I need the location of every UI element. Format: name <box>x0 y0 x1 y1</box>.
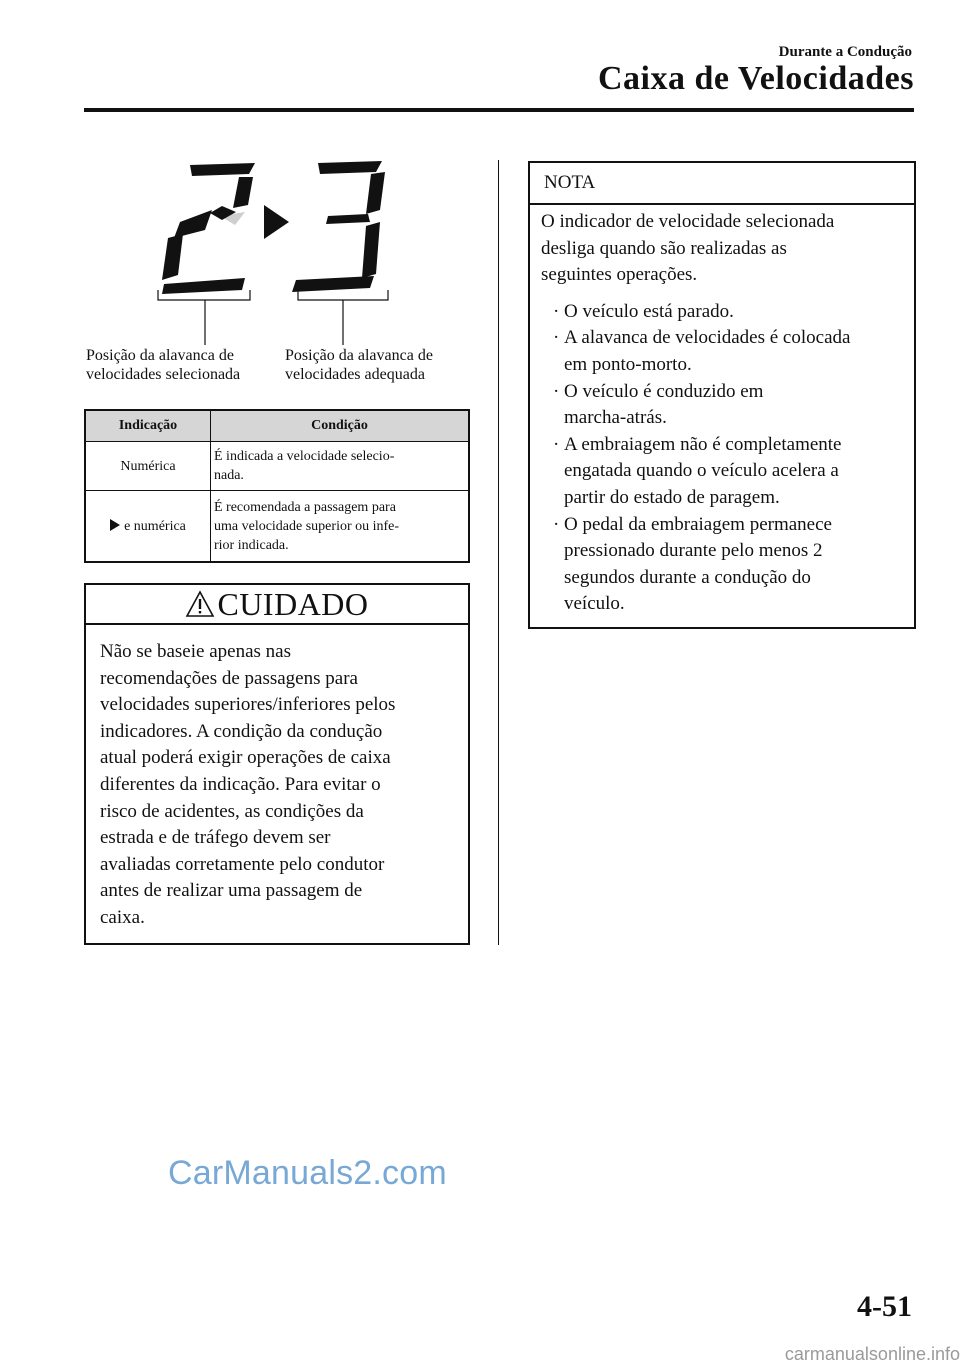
header-rule <box>84 108 914 112</box>
list-item: · O veículo está parado. <box>553 300 734 322</box>
list-item: · A alavanca de velocidades é colocada em ponto-morto. <box>553 327 851 375</box>
note-title: NOTA <box>544 172 596 193</box>
watermark: CarManuals2.com <box>168 1154 447 1192</box>
list-item: · O veículo é conduzido em marcha-atrás. <box>553 380 764 429</box>
note-intro: O indicador de velocidade selecionada desliga quando são realizadas as seguintes operações. <box>541 211 835 286</box>
note-body <box>530 205 914 618</box>
column-divider <box>498 160 499 945</box>
caution-box <box>84 583 470 945</box>
column-header-indication: Indicação <box>85 410 211 442</box>
condition-cell: É indicada a velocidade selecio- nada. <box>211 442 470 491</box>
caution-text: Não se baseie apenas nas recomendações de passagens para velocidades superiores/inferiores pelos indicadores. A condição da condução atual poderá exigir operações de caixa diferentes da indicação. Para evitar o risco de acidentes, as condições da estrada e de tráfego devem ser avaliadas corretamente pelo condutor antes de realizar uma passagem de caixa. <box>100 641 396 928</box>
list-item: · O pedal da embraiagem permanece pressionado durante pelo menos 2 segundos durante a condução do veículo. <box>553 513 832 615</box>
current-gear-digit <box>150 150 255 294</box>
list-item: · A embraiagem não é completamente engatada quando o veículo acelera a partir do estado de paragem. <box>553 433 842 508</box>
table-row <box>85 491 469 563</box>
note-box <box>528 161 916 629</box>
caution-title: CUIDADO <box>217 585 369 622</box>
caption-selected-position: Posição da alavanca de velocidades selecionada <box>86 347 241 383</box>
caution-header <box>86 585 468 625</box>
caption-suggested-position: Posição da alavanca de velocidades adequada <box>285 347 433 383</box>
page-number: 4-51 <box>857 1290 912 1323</box>
warning-triangle-icon <box>185 590 215 618</box>
table-row <box>85 442 469 491</box>
page-title: Caixa de Velocidades <box>597 60 914 97</box>
gear-indicator-diagram <box>150 150 400 350</box>
suggestion-arrow <box>264 205 289 239</box>
indication-cell: e numérica <box>85 491 211 563</box>
table-header-row <box>85 410 469 442</box>
condition-cell: É recomendada a passagem para uma velocidade superior ou infe- rior indicada. <box>211 491 470 563</box>
column-header-condition: Condição <box>211 410 470 442</box>
indication-cell: Numérica <box>85 442 211 491</box>
callout-lines <box>158 290 388 345</box>
arrow-icon <box>110 519 120 531</box>
indication-table <box>84 409 470 563</box>
note-header <box>530 163 914 205</box>
note-list <box>541 299 904 618</box>
footer-watermark: carmanualsonline.info <box>784 1344 960 1364</box>
running-header-section: Durante a Condução <box>778 44 912 60</box>
